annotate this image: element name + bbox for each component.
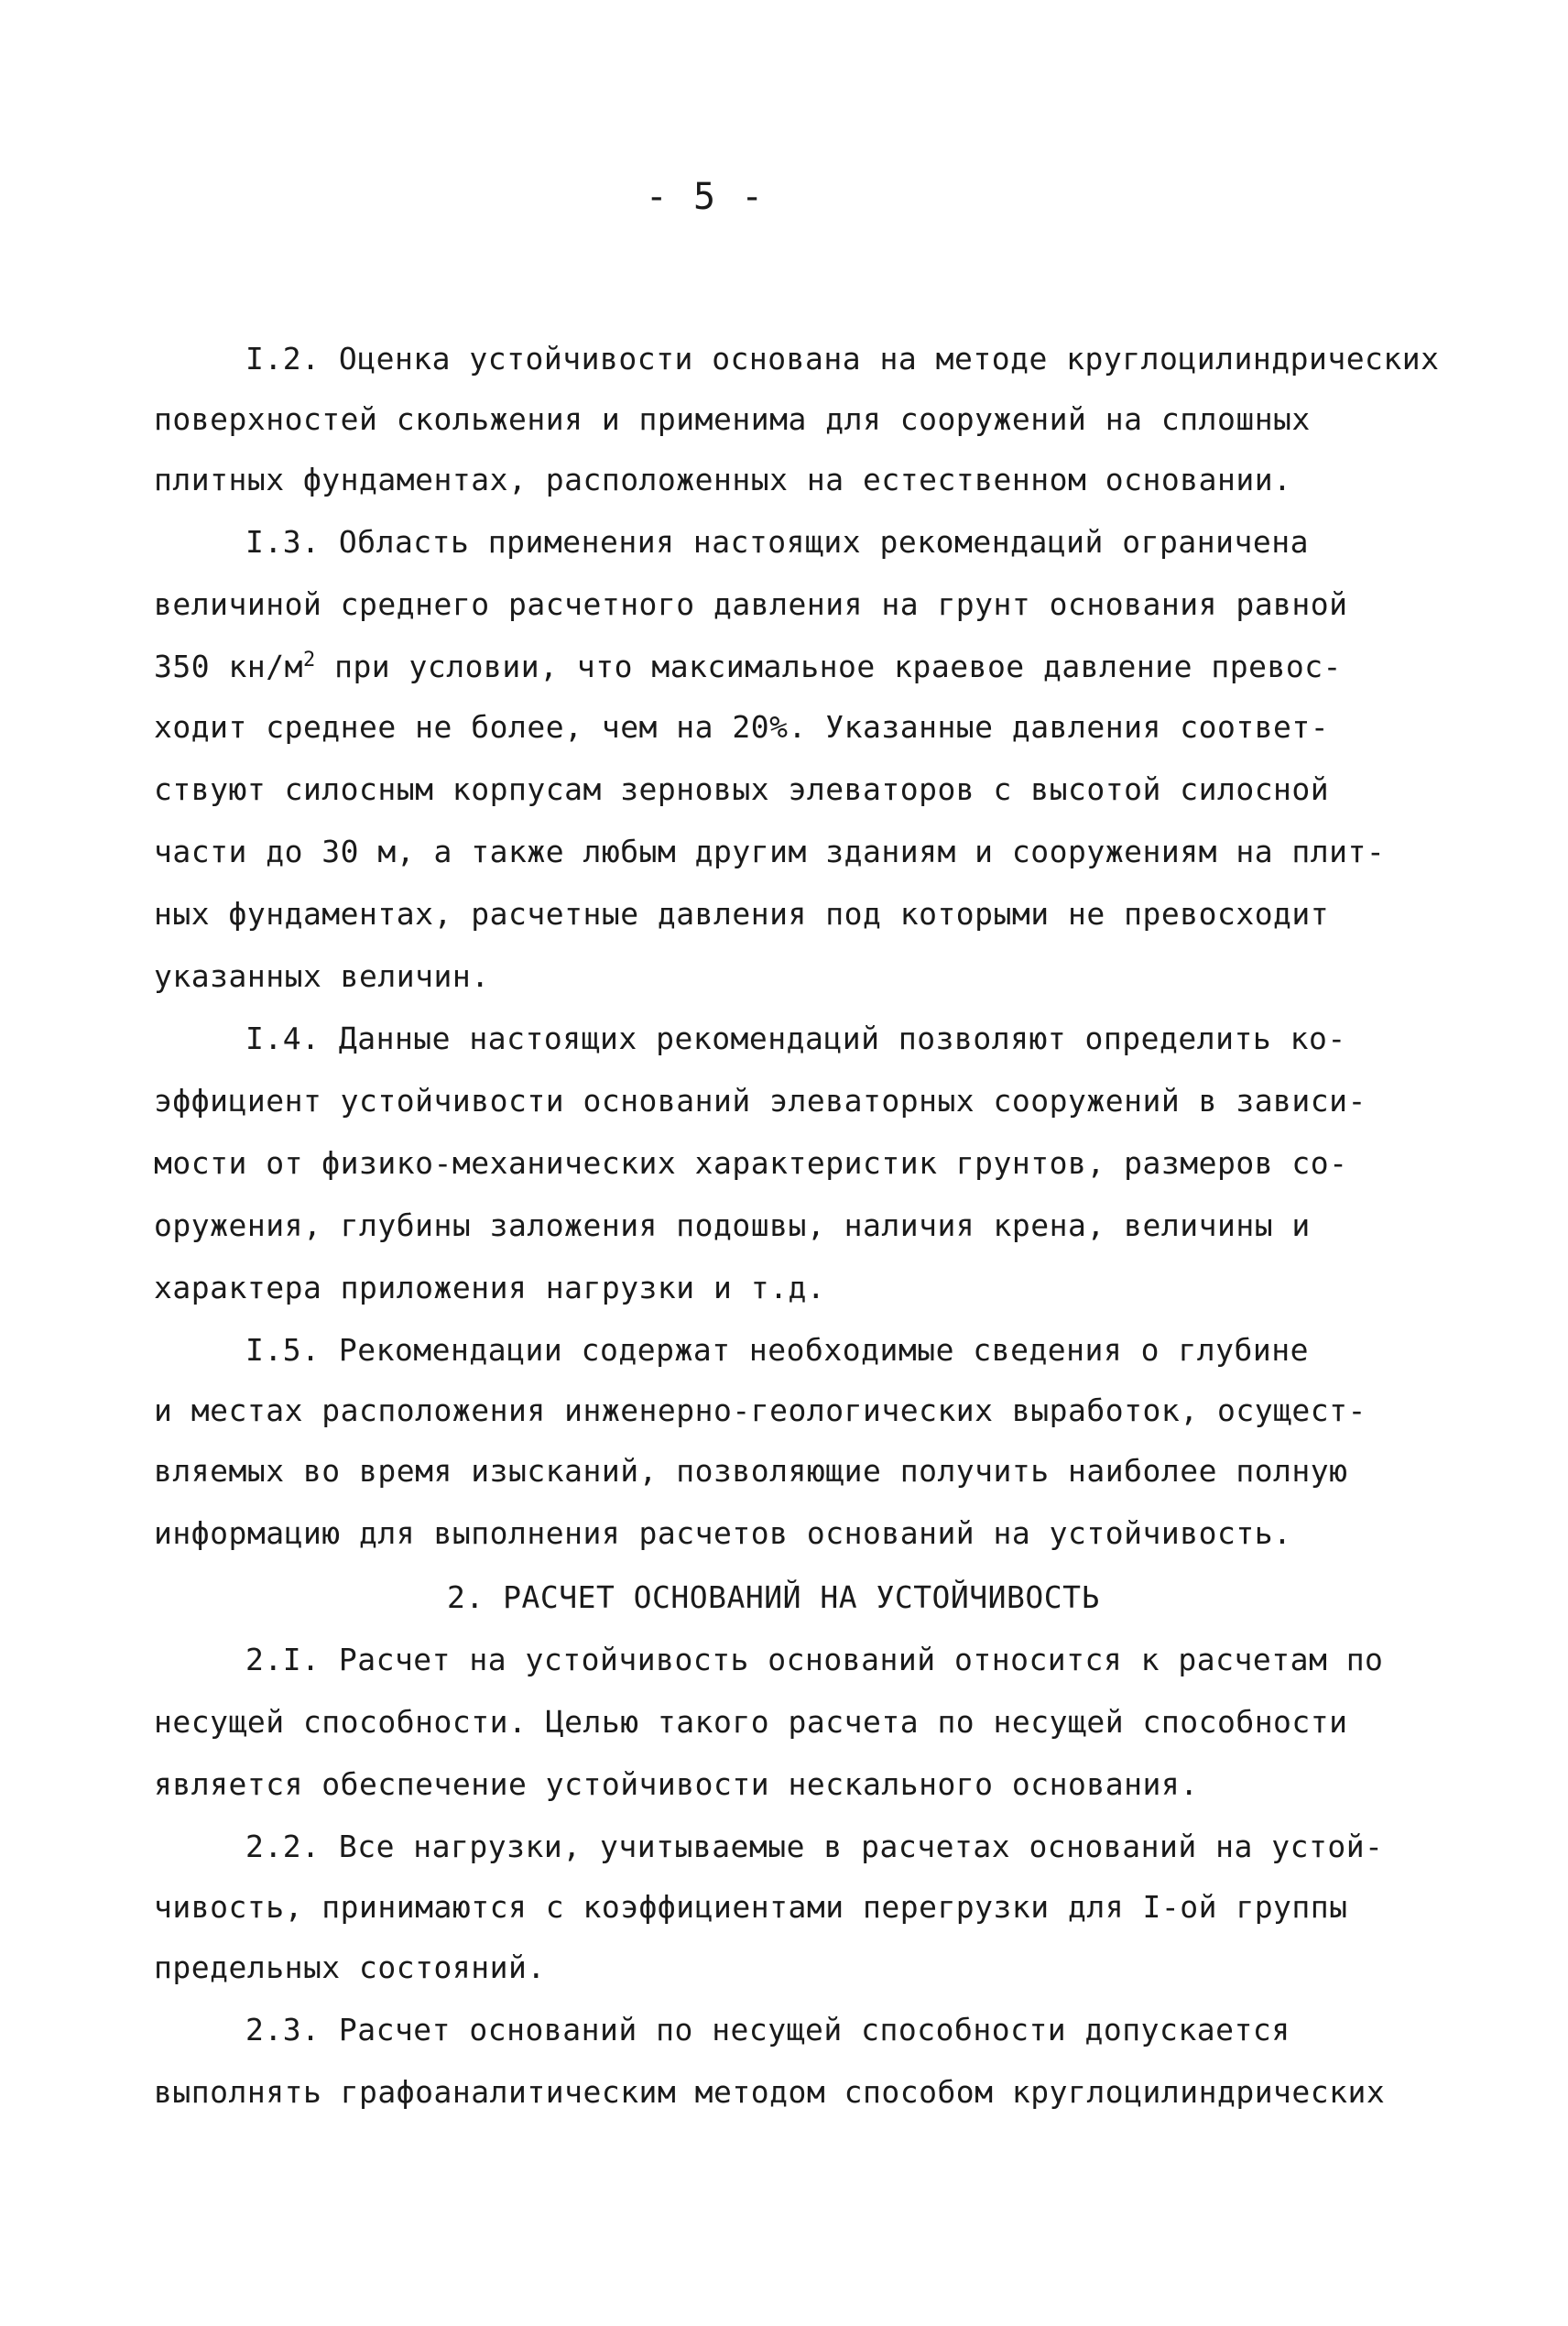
text-line: характера приложения нагрузки и т.д. [154, 1270, 826, 1305]
text-line: оружения, глубины заложения подошвы, наличия крена, величины и [154, 1207, 1311, 1243]
text-line: части до 30 м, а также любым другим зданиям и сооружениям на плит- [154, 834, 1386, 869]
text-line [154, 649, 1342, 685]
text-line: I.2. Оценка устойчивости основана на методе круглоцилиндрических [245, 341, 1440, 377]
text-line: и местах расположения инженерно-геологических выработок, осущест- [154, 1392, 1367, 1428]
section-heading: 2. РАСЧЕТ ОСНОВАНИЙ НА УСТОЙЧИВОСТЬ [447, 1579, 1100, 1615]
text-line: несущей способности. Целью такого расчета по несущей способности [154, 1704, 1348, 1740]
text-line: эффициент устойчивости оснований элеваторных сооружений в зависи- [154, 1083, 1367, 1119]
text-line: предельных состояний. [154, 1949, 546, 1985]
text-line: мости от физико-механических характеристик грунтов, размеров со- [154, 1145, 1348, 1181]
text-line: плитных фундаментах, расположенных на естественном основании. [154, 462, 1292, 497]
text-line: 2.3. Расчет оснований по несущей способности допускается [245, 2012, 1290, 2048]
text-line: выполнять графоаналитическим методом способом круглоцилиндрических [154, 2074, 1386, 2110]
text-line: 2.I. Расчет на устойчивость оснований относится к расчетам по [245, 1642, 1384, 1677]
text-fragment: 350 кн/м [154, 649, 303, 684]
text-line: указанных величин. [154, 958, 490, 994]
text-line: ходит среднее не более, чем на 20%. Указанные давления соответ- [154, 709, 1330, 745]
text-line: 2.2. Все нагрузки, учитываемые в расчетах оснований на устой- [245, 1829, 1384, 1864]
text-line: является обеспечение устойчивости нескального основания. [154, 1766, 1199, 1802]
text-line: I.5. Рекомендации содержат необходимые сведения о глубине [245, 1332, 1309, 1368]
text-fragment: при условии, что максимальное краевое давление превос- [315, 649, 1342, 684]
text-line: величиной среднего расчетного давления на грунт основания равной [154, 586, 1348, 622]
text-line: ствуют силосным корпусам зерновых элеваторов с высотой силосной [154, 771, 1330, 807]
page-number: - 5 - [645, 176, 766, 218]
text-line: поверхностей скольжения и применима для сооружений на сплошных [154, 401, 1311, 437]
superscript: 2 [302, 649, 316, 672]
text-line: чивость, принимаются с коэффициентами перегрузки для I-ой группы [154, 1889, 1348, 1925]
text-line: I.4. Данные настоящих рекомендаций позволяют определить ко- [245, 1021, 1346, 1056]
text-line: ных фундаментах, расчетные давления под которыми не превосходит [154, 896, 1330, 932]
text-line: I.3. Область применения настоящих рекомендаций ограничена [245, 524, 1309, 560]
text-line: информацию для выполнения расчетов оснований на устойчивость. [154, 1515, 1292, 1551]
text-line: вляемых во время изысканий, позволяющие получить наиболее полную [154, 1453, 1348, 1489]
